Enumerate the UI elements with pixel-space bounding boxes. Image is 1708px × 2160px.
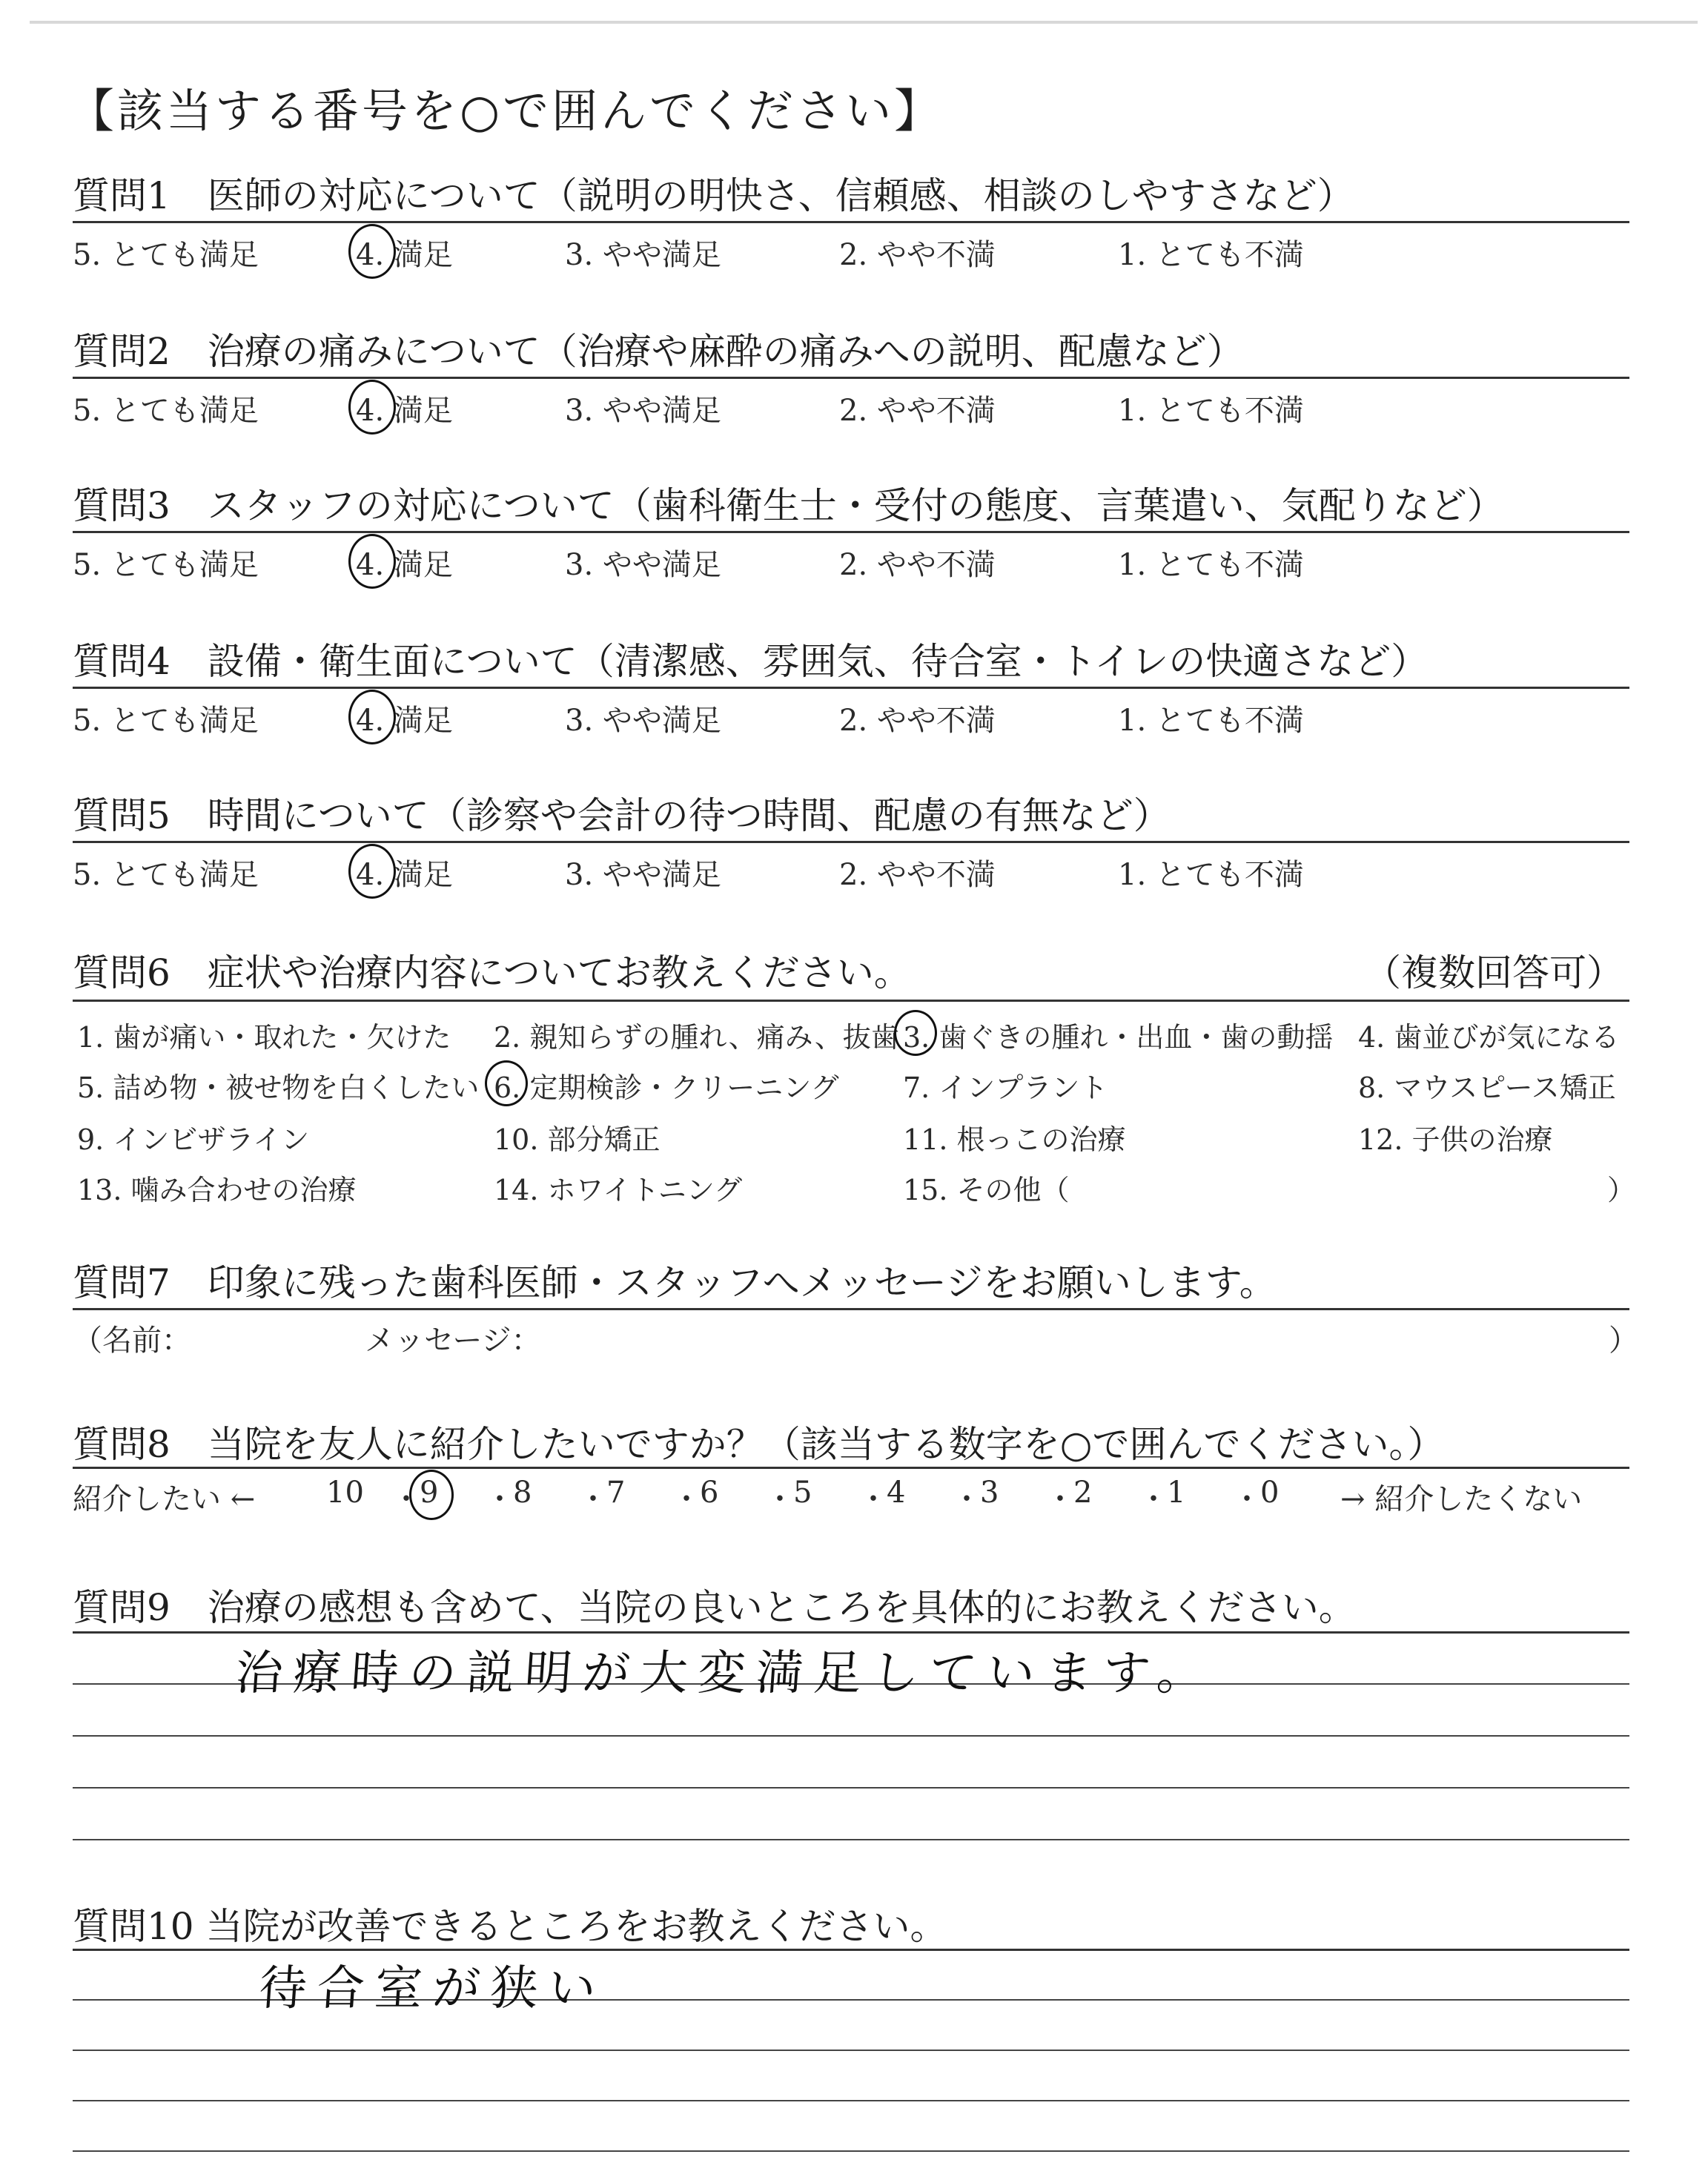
q10-handwritten-answer: 待合室が狭い (256, 1961, 609, 2016)
question-4-option: 3. やや満足 (565, 704, 721, 738)
question-1-rule (73, 221, 1629, 223)
q8-scale-separator: ・ (391, 1482, 421, 1516)
q9-rule (73, 1631, 1629, 1634)
question-2-option: 2. やや不満 (839, 394, 996, 428)
q8-rule (73, 1467, 1629, 1469)
form-heading: 【該当する番号を○で囲んでください】 (68, 84, 944, 138)
question-3-option: 2. やや不満 (839, 548, 996, 582)
q8-scale-separator: ・ (765, 1482, 795, 1516)
scan-top-edge (30, 21, 1698, 24)
question-3-title: 質問3 スタッフの対応について（歯科衛生士・受付の態度、言葉遣い、気配りなど） (73, 484, 1504, 527)
q10-writing-line (73, 2050, 1629, 2051)
q8-scale-number: 10 (326, 1476, 364, 1510)
q6-option: 2. 親知らずの腫れ、痛み、抜歯 (494, 1021, 899, 1054)
q6-option: 15. その他（ (903, 1174, 1070, 1206)
q6-option: 8. マウスピース矯正 (1358, 1071, 1616, 1104)
q6-option: 11. 根っこの治療 (903, 1123, 1126, 1156)
question-5-option: 3. やや満足 (565, 858, 721, 892)
q8-scale-separator: ・ (1139, 1482, 1168, 1516)
q6-option: 5. 詰め物・被せ物を白くしたい (77, 1071, 480, 1104)
q6-option: 7. インプラント (903, 1071, 1108, 1104)
question-1-option: 1. とても不満 (1118, 238, 1304, 272)
q9-writing-line (73, 1787, 1629, 1789)
q9-handwritten-answer: 治療時の説明が大変満足しています。 (233, 1646, 1217, 1701)
question-1-option: 2. やや不満 (839, 238, 996, 272)
q8-scale-number: 4 (887, 1476, 906, 1510)
question-4-option: 4. 満足 (356, 704, 453, 738)
question-5-option: 2. やや不満 (839, 858, 996, 892)
q8-scale-separator: ・ (1045, 1482, 1075, 1516)
q6-option: 3. 歯ぐきの腫れ・出血・歯の動揺 (903, 1021, 1334, 1054)
question-4-rule (73, 687, 1629, 689)
q6-selection-circle (485, 1060, 528, 1106)
q8-right-label: → 紹介したくない (1340, 1482, 1583, 1516)
q8-scale-separator: ・ (858, 1482, 888, 1516)
question-4-option: 5. とても満足 (73, 704, 259, 738)
q6-option: 1. 歯が痛い・取れた・欠けた (77, 1021, 451, 1054)
question-5-option: 5. とても満足 (73, 858, 259, 892)
q7-close-paren: ） (1609, 1324, 1638, 1358)
q7-message-label: メッセージ： (365, 1324, 541, 1358)
question-5-selection-circle (348, 844, 396, 899)
question-2-option: 5. とても満足 (73, 394, 259, 428)
question-1-option: 5. とても満足 (73, 238, 259, 272)
question-3-option: 3. やや満足 (565, 548, 721, 582)
q6-option: 14. ホワイトニング (494, 1174, 743, 1206)
q8-left-label: 紹介したい ← (73, 1482, 256, 1516)
question-4-selection-circle (348, 690, 396, 744)
question-1-selection-circle (348, 224, 396, 279)
q6-option: 9. インビザライン (77, 1123, 310, 1156)
question-3-selection-circle (348, 534, 396, 589)
q9-title: 質問9 治療の感想も含めて、当院の良いところを具体的にお教えください。 (73, 1586, 1356, 1629)
q8-scale-number: 2 (1073, 1476, 1093, 1510)
q8-scale-separator: ・ (578, 1482, 608, 1516)
question-2-option: 1. とても不満 (1118, 394, 1304, 428)
question-2-selection-circle (348, 380, 396, 435)
question-5-title: 質問5 時間について（診察や会計の待つ時間、配慮の有無など） (73, 794, 1171, 837)
q8-title: 質問8 当院を友人に紹介したいですか？（該当する数字を○で囲んでください。） (73, 1423, 1445, 1466)
question-4-option: 1. とても不満 (1118, 704, 1304, 738)
question-3-option: 4. 満足 (356, 548, 453, 582)
q8-scale-separator: ・ (672, 1482, 701, 1516)
q8-scale-separator: ・ (1232, 1482, 1262, 1516)
q10-writing-line (73, 2100, 1629, 2101)
question-3-option: 5. とても満足 (73, 548, 259, 582)
question-5-option: 1. とても不満 (1118, 858, 1304, 892)
q10-title: 質問10 当院が改善できるところをお教えください。 (73, 1905, 947, 1948)
question-2-option: 3. やや満足 (565, 394, 721, 428)
q8-scale-number: 5 (793, 1476, 812, 1510)
q6-option: 6. 定期検診・クリーニング (494, 1071, 839, 1104)
q10-writing-line (73, 2150, 1629, 2152)
q8-scale-number: 6 (700, 1476, 719, 1510)
question-3-rule (73, 531, 1629, 533)
q6-option: 10. 部分矯正 (494, 1123, 661, 1156)
question-5-option: 4. 満足 (356, 858, 453, 892)
q6-option: ） (1607, 1174, 1636, 1206)
q8-scale-separator: ・ (485, 1482, 514, 1516)
q6-rule (73, 1000, 1629, 1002)
q6-option: 12. 子供の治療 (1358, 1123, 1553, 1156)
question-2-option: 4. 満足 (356, 394, 453, 428)
q8-scale-separator: ・ (952, 1482, 982, 1516)
q8-scale-number: 7 (606, 1476, 626, 1510)
question-1-option: 3. やや満足 (565, 238, 721, 272)
q6-option: 4. 歯並びが気になる (1358, 1021, 1620, 1054)
question-2-title: 質問2 治療の痛みについて（治療や麻酔の痛みへの説明、配慮など） (73, 330, 1244, 373)
question-4-option: 2. やや不満 (839, 704, 996, 738)
q7-name-label: （名前： (73, 1324, 191, 1358)
question-2-rule (73, 377, 1629, 379)
q6-option: 13. 噛み合わせの治療 (77, 1174, 357, 1206)
question-5-rule (73, 841, 1629, 843)
q8-scale-number: 3 (980, 1476, 999, 1510)
q8-selection-circle (409, 1470, 454, 1520)
question-4-title: 質問4 設備・衛生面について（清潔感、雰囲気、待合室・トイレの快適さなど） (73, 640, 1429, 683)
q7-title: 質問7 印象に残った歯科医師・スタッフへメッセージをお願いします。 (73, 1261, 1277, 1304)
question-1-title: 質問1 医師の対応について（説明の明快さ、信頼感、相談のしやすさなど） (73, 174, 1354, 217)
q9-writing-line (73, 1839, 1629, 1840)
q9-writing-line (73, 1735, 1629, 1737)
question-3-option: 1. とても不満 (1118, 548, 1304, 582)
q8-scale-number: 8 (513, 1476, 532, 1510)
q6-title: 質問6 症状や治療内容についてお教えください。 (73, 951, 911, 994)
q8-scale-number: 9 (420, 1476, 439, 1510)
q7-rule (73, 1308, 1629, 1310)
question-1-option: 4. 満足 (356, 238, 453, 272)
q6-note: （複数回答可） (1364, 951, 1623, 994)
q6-selection-circle (894, 1010, 937, 1056)
q8-scale-number: 0 (1260, 1476, 1280, 1510)
q8-scale-number: 1 (1167, 1476, 1186, 1510)
